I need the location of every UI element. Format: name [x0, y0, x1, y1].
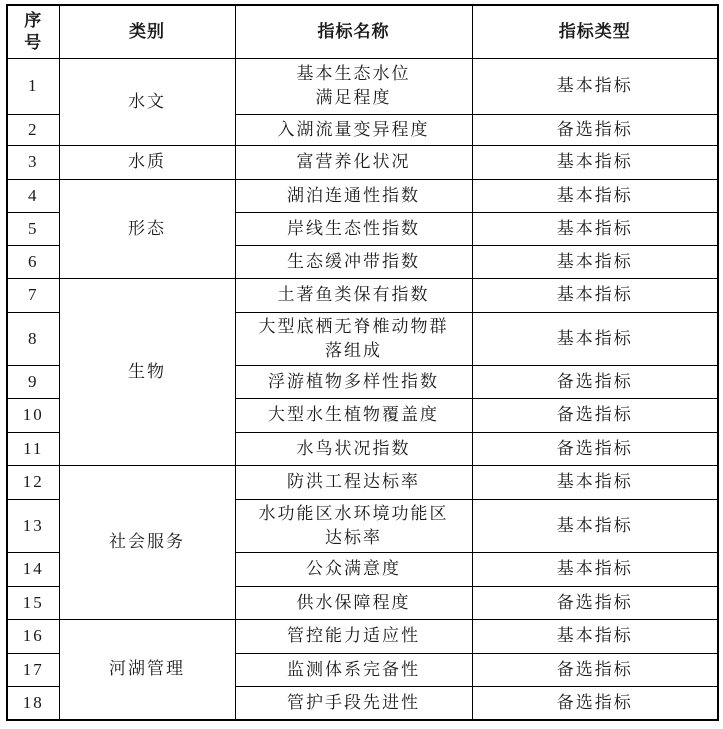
row-number: 13 [7, 499, 59, 552]
header-indicator-name: 指标名称 [235, 5, 472, 58]
indicator-name-line2: 落组成 [325, 340, 382, 361]
row-number: 17 [7, 653, 59, 686]
indicator-type: 备选指标 [472, 653, 718, 686]
indicator-name: 管护手段先进性 [235, 686, 472, 720]
indicator-type: 基本指标 [472, 465, 718, 499]
indicator-name: 防洪工程达标率 [235, 465, 472, 499]
indicator-type: 基本指标 [472, 278, 718, 312]
row-number: 3 [7, 145, 59, 179]
indicator-type: 基本指标 [472, 212, 718, 245]
indicator-type: 基本指标 [472, 499, 718, 552]
indicator-name: 入湖流量变异程度 [235, 114, 472, 145]
row-number: 2 [7, 114, 59, 145]
row-number: 7 [7, 278, 59, 312]
indicator-name: 大型水生植物覆盖度 [235, 398, 472, 432]
indicator-name: 生态缓冲带指数 [235, 245, 472, 278]
row-number: 6 [7, 245, 59, 278]
indicator-name: 监测体系完备性 [235, 653, 472, 686]
indicator-type: 基本指标 [472, 145, 718, 179]
table-row [7, 145, 718, 179]
header-category: 类别 [59, 5, 235, 58]
indicator-type: 基本指标 [472, 58, 718, 114]
indicator-name-line1: 水功能区水环境功能区 [258, 503, 449, 524]
indicator-type: 备选指标 [472, 365, 718, 398]
indicator-name: 管控能力适应性 [235, 619, 472, 653]
row-number: 12 [7, 465, 59, 499]
header-index-line1: 序 [24, 10, 43, 31]
category-cell: 形态 [59, 179, 235, 278]
indicator-type: 备选指标 [472, 686, 718, 720]
indicator-name-line2: 达标率 [325, 527, 382, 548]
row-number: 15 [7, 586, 59, 619]
indicator-type: 备选指标 [472, 586, 718, 619]
indicator-type: 备选指标 [472, 114, 718, 145]
category-cell: 生物 [59, 278, 235, 465]
indicator-name [235, 58, 472, 114]
indicator-table [6, 4, 719, 721]
indicator-name: 富营养化状况 [235, 145, 472, 179]
row-number: 8 [7, 312, 59, 365]
indicator-type: 基本指标 [472, 179, 718, 212]
table-row [7, 278, 718, 312]
indicator-name: 土著鱼类保有指数 [235, 278, 472, 312]
category-cell: 水文 [59, 58, 235, 145]
indicator-name: 水鸟状况指数 [235, 432, 472, 465]
indicator-name: 公众满意度 [235, 552, 472, 586]
row-number: 1 [7, 58, 59, 114]
category-cell: 河湖管理 [59, 619, 235, 720]
row-number: 9 [7, 365, 59, 398]
indicator-type: 基本指标 [472, 552, 718, 586]
row-number: 11 [7, 432, 59, 465]
table-row [7, 179, 718, 212]
row-number: 10 [7, 398, 59, 432]
indicator-type: 基本指标 [472, 619, 718, 653]
header-row [7, 5, 718, 58]
row-number: 16 [7, 619, 59, 653]
row-number: 4 [7, 179, 59, 212]
indicator-type: 基本指标 [472, 245, 718, 278]
table-row [7, 619, 718, 653]
header-indicator-type: 指标类型 [472, 5, 718, 58]
indicator-type: 备选指标 [472, 432, 718, 465]
indicator-type: 备选指标 [472, 398, 718, 432]
indicator-name [235, 312, 472, 365]
indicator-name [235, 499, 472, 552]
indicator-name-line1: 大型底栖无脊椎动物群 [258, 316, 449, 337]
row-number: 14 [7, 552, 59, 586]
row-number: 18 [7, 686, 59, 720]
indicator-name: 浮游植物多样性指数 [235, 365, 472, 398]
indicator-name: 湖泊连通性指数 [235, 179, 472, 212]
category-cell: 水质 [59, 145, 235, 179]
header-index-line2: 号 [24, 32, 43, 53]
indicator-name-line1: 基本生态水位 [296, 64, 411, 84]
header-index [7, 5, 59, 58]
table-row [7, 58, 718, 114]
indicator-type: 基本指标 [472, 312, 718, 365]
indicator-name: 供水保障程度 [235, 586, 472, 619]
indicator-name-line2: 满足程度 [315, 88, 392, 108]
row-number: 5 [7, 212, 59, 245]
category-cell: 社会服务 [59, 465, 235, 619]
table-row [7, 465, 718, 499]
indicator-name: 岸线生态性指数 [235, 212, 472, 245]
